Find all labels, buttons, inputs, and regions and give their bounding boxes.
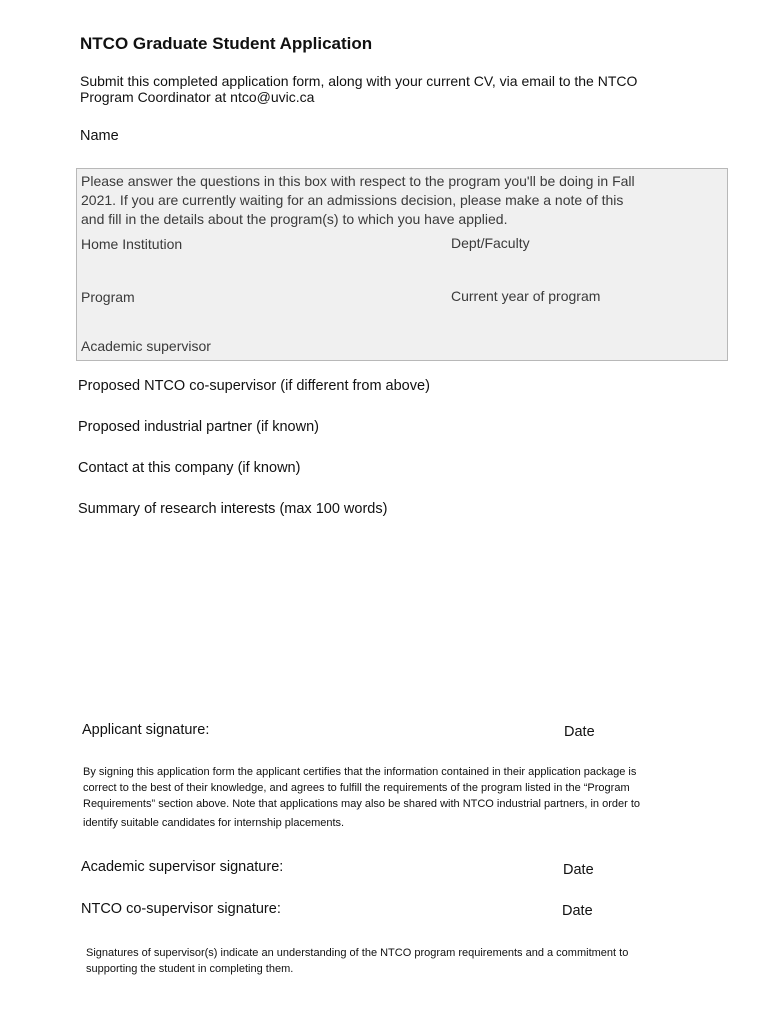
- program-details-box: [76, 168, 728, 361]
- instruction-line-3: and fill in the details about the program(s) to which you have applied.: [81, 211, 508, 227]
- company-contact-field[interactable]: Contact at this company (if known): [78, 460, 301, 476]
- supervisor-statement: [86, 945, 726, 977]
- applicant-statement-line-1: By signing this application form the applicant certifies that the information contained in their application package is: [83, 766, 637, 778]
- instruction-line-1: Please answer the questions in this box with respect to the program you'll be doing in Fall: [81, 173, 635, 189]
- program-box-instructions: [81, 172, 711, 229]
- applicant-statement: [83, 764, 733, 831]
- instruction-line-2: 2021. If you are currently waiting for an admissions decision, please make a note of this: [81, 192, 624, 208]
- supervisor-statement-line-2: supporting the student in completing them.: [86, 963, 294, 975]
- supervisor-statement-line-1: Signatures of supervisor(s) indicate an understanding of the NTCO program requirements and a commitment to: [86, 947, 629, 959]
- applicant-statement-line-3: Requirements” section above. Note that applications may also be shared with NTCO industrial partners, in order to: [83, 798, 640, 810]
- co-supervisor-signature-field[interactable]: NTCO co-supervisor signature:: [81, 901, 281, 917]
- industrial-partner-field[interactable]: Proposed industrial partner (if known): [78, 419, 319, 435]
- intro-text: [80, 73, 720, 105]
- applicant-statement-line-2: correct to the best of their knowledge, and agrees to fulfill the requirements of the program listed in the “Program: [83, 782, 630, 794]
- co-supervisor-field[interactable]: Proposed NTCO co-supervisor (if different from above): [78, 378, 430, 394]
- applicant-statement-line-4: identify suitable candidates for internship placements.: [83, 817, 345, 829]
- program-field[interactable]: Program: [81, 289, 135, 305]
- intro-line-1: Submit this completed application form, along with your current CV, via email to the NTCO: [80, 73, 638, 89]
- intro-line-2: Program Coordinator at ntco@uvic.ca: [80, 89, 315, 105]
- page-title: NTCO Graduate Student Application: [80, 34, 373, 53]
- name-field[interactable]: Name: [80, 128, 119, 144]
- home-institution-field[interactable]: Home Institution: [81, 236, 183, 252]
- current-year-field[interactable]: Current year of program: [451, 288, 601, 304]
- co-supervisor-date-field[interactable]: Date: [562, 903, 593, 919]
- applicant-signature-field[interactable]: Applicant signature:: [82, 722, 210, 738]
- academic-supervisor-signature-field[interactable]: Academic supervisor signature:: [81, 859, 284, 875]
- applicant-date-field[interactable]: Date: [564, 724, 595, 740]
- academic-supervisor-field[interactable]: Academic supervisor: [81, 338, 211, 354]
- dept-faculty-field[interactable]: Dept/Faculty: [451, 235, 530, 251]
- academic-supervisor-date-field[interactable]: Date: [563, 862, 594, 878]
- research-summary-field[interactable]: Summary of research interests (max 100 words): [78, 501, 388, 517]
